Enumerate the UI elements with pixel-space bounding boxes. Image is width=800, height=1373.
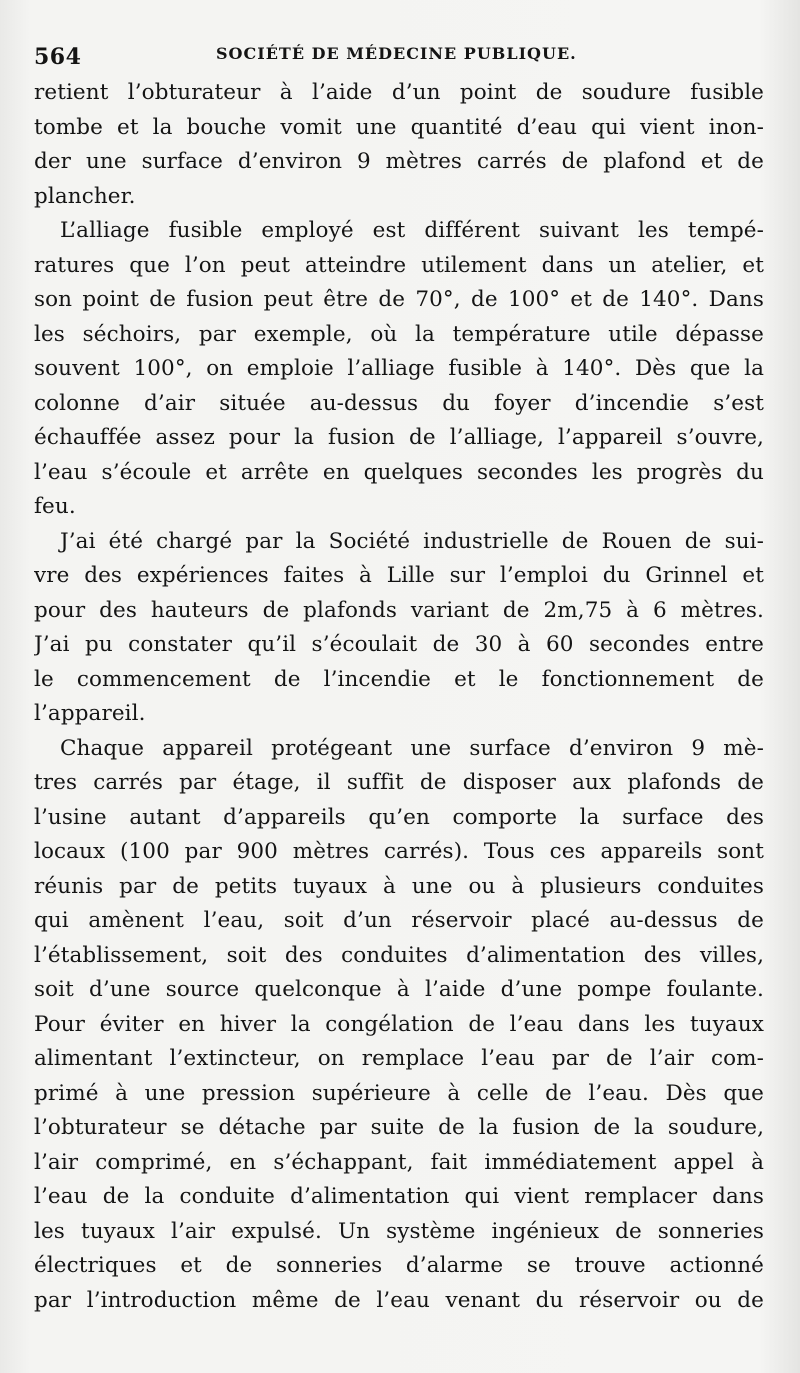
text-line: retient l’obturateur à l’aide d’un point de soudure fusible [34,80,764,105]
text-line: réunis par de petits tuyaux à une ou à plusieurs conduites [34,873,764,899]
text-line: par l’introduction même de l’eau venant du réservoir ou de [34,1287,764,1313]
text-line: locaux (100 par 900 mètres carrés). Tous ces appareils sont [34,839,764,864]
page-number: 564 [34,44,82,70]
text-line: Chaque appareil protégeant une surface d’environ 9 mè- [60,735,764,761]
text-line: L’alliage fusible employé est différent suivant les tempé- [60,218,764,243]
text-line: plancher. [34,183,136,209]
text-line: électriques et de sonneries d’alarme se trouve actionné [34,1253,764,1278]
text-line: l’appareil. [34,701,146,726]
text-line: qui amènent l’eau, soit d’un réservoir placé au-dessus de [34,908,764,933]
text-line: l’eau s’écoule et arrête en quelques secondes les progrès du [34,459,764,485]
text-line: souvent 100°, on emploie l’alliage fusible à 140°. Dès que la [34,356,764,381]
text-line: Pour éviter en hiver la congélation de l’eau dans les tuyaux [34,1011,764,1037]
text-line: primé à une pression supérieure à celle de l’eau. Dès que [34,1080,764,1106]
text-line: vre des expériences faites à Lille sur l’emploi du Grinnel et [34,563,764,588]
text-line: alimentant l’extincteur, on remplace l’eau par de l’air com- [34,1046,764,1071]
text-line: tres carrés par étage, il suffit de disposer aux plafonds de [34,770,764,795]
text-line: J’ai pu constater qu’il s’écoulait de 30 à 60 secondes entre [34,632,764,657]
text-line: son point de fusion peut être de 70°, de 100° et de 140°. Dans [34,287,764,312]
running-title: SOCIÉTÉ DE MÉDECINE PUBLIQUE. [216,44,577,63]
text-line: les séchoirs, par exemple, où la température utile dépasse [34,321,764,347]
text-line: J’ai été chargé par la Société industrielle de Rouen de sui- [60,528,764,554]
text-line: l’air comprimé, en s’échappant, fait immédiatement appel à [34,1149,764,1175]
body-text [34,76,764,1318]
text-line: ratures que l’on peut atteindre utilement dans un atelier, et [34,252,764,278]
text-line: le commencement de l’incendie et le fonctionnement de [34,666,764,692]
page-header [34,42,764,72]
text-line: tombe et la bouche vomit une quantité d’eau qui vient inon- [34,114,764,140]
text-line: l’eau de la conduite d’alimentation qui vient remplacer dans [34,1184,764,1209]
text-line: échauffée assez pour la fusion de l’alliage, l’appareil s’ouvre, [34,425,764,450]
text-line: pour des hauteurs de plafonds variant de 2m,75 à 6 mètres. [34,597,764,623]
text-line: les tuyaux l’air expulsé. Un système ingénieux de sonneries [34,1218,764,1244]
text-line: colonne d’air située au-dessus du foyer d’incendie s’est [34,390,764,416]
text-line: soit d’une source quelconque à l’aide d’une pompe foulante. [34,977,764,1002]
text-line: l’usine autant d’appareils qu’en comporte la surface des [34,804,764,830]
text-line: l’établissement, soit des conduites d’alimentation des villes, [34,942,764,968]
text-line: l’obturateur se détache par suite de la fusion de la soudure, [34,1115,764,1140]
text-line: der une surface d’environ 9 mètres carrés de plafond et de [34,149,764,174]
text-line: feu. [34,494,76,519]
